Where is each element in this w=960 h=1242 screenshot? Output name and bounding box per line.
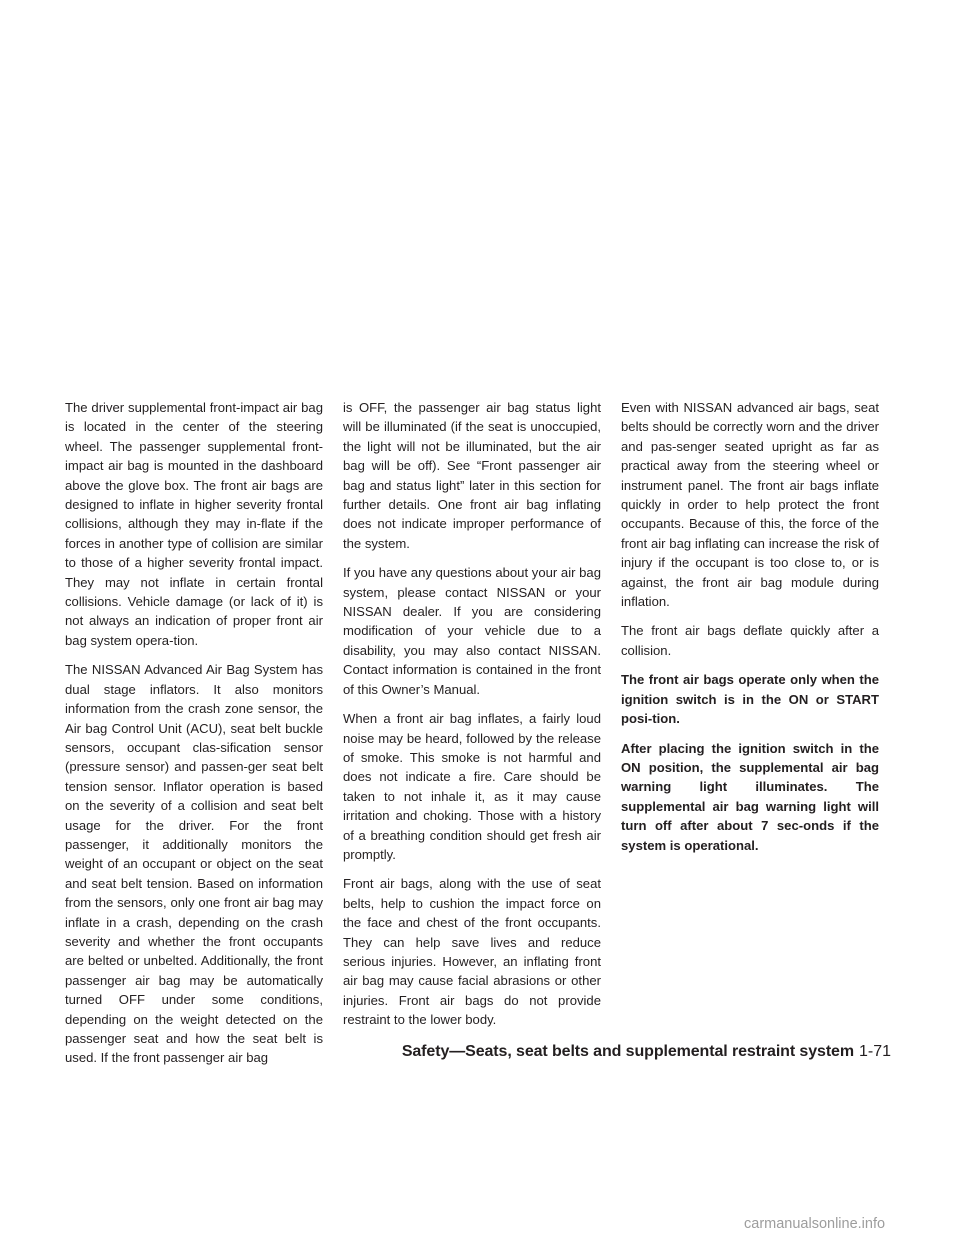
footer-section-title: Safety—Seats, seat belts and supplemental restraint system (401, 1043, 854, 1060)
text-column-middle (343, 398, 601, 1040)
paragraph: The front air bags deflate quickly after a collision. (621, 623, 879, 658)
paragraph: Even with NISSAN advanced air bags, seat belts should be correctly worn and the driver and pas-senger seated upright as far as practical away from the steering wheel or instrument panel. The front air bags inflate quickly in order to help protect the front occupants. Because of this, the force of the front air bag inflating can increase the risk of injury if the occupant is too close to, or is against, the front air bag module during inflation. (621, 400, 879, 610)
paragraph: When a front air bag inflates, a fairly loud noise may be heard, followed by the release of smoke. This smoke is not harmful and does not indicate a fire. Care should be taken to not inhale it, as it may cause irritation and choking. Those with a history of a breathing condition should get fresh air promptly. (343, 711, 601, 862)
paragraph: If you have any questions about your air bag system, please contact NISSAN or your NISSAN dealer. If you are considering modification of your vehicle due to a disability, you may also contact NISSAN. Contact information is contained in the front of this Owner’s Manual. (343, 565, 601, 697)
paragraph: is OFF, the passenger air bag status light will be illuminated (if the seat is unoccupied, the light will not be illuminated, but the air bag will be off). See “Front passenger air bag and status light” later in this section for further details. One front air bag inflating does not indicate improper performance of the system. (343, 400, 601, 551)
page-number: 1-71 (858, 1043, 891, 1060)
page-footer (402, 1043, 891, 1061)
paragraph: The driver supplemental front-impact air bag is located in the center of the steering wheel. The passenger supplemental front-impact air bag is mounted in the dashboard above the glove box. The front air bags are designed to inflate in higher severity frontal collisions, although they may in-flate if the forces in another type of collision are similar to those of a higher severity frontal impact. They may not inflate in certain frontal collisions. Vehicle damage (or lack of it) is not always an indication of proper front air bag system opera-tion. (65, 400, 323, 648)
paragraph-emphasis: After placing the ignition switch in the ON position, the supplemental air bag warning light illuminates. The supplemental air bag warning light will turn off after about 7 sec-onds if the system is operational. (621, 740, 879, 853)
paragraph: The NISSAN Advanced Air Bag System has dual stage inflators. It also monitors information from the crash zone sensor, the Air bag Control Unit (ACU), seat belt buckle sensors, occupant clas-sification sensor (pressure sensor) and passen-ger seat belt tension sensor. Inflator operation is based on the severity of a collision and seat belt usage for the driver. For the front passenger, it additionally monitors the weight of an occupant or object on the seat and seat belt tension. Based on information from the sensors, only one front air bag may inflate in a crash, depending on the crash severity and whether the front occupants are belted or unbelted. Additionally, the front passenger air bag may be automatically turned OFF under some conditions, depending on the weight detected on the passenger seat and how the seat belt is used. If the front passenger air bag (65, 662, 323, 1066)
paragraph-emphasis: The front air bags operate only when the ignition switch is in the ON or START posi-tion. (621, 672, 879, 727)
text-column-left (65, 398, 323, 1078)
watermark: carmanualsonline.info (744, 1216, 886, 1232)
text-column-right (621, 398, 879, 865)
paragraph: Front air bags, along with the use of seat belts, help to cushion the impact force on the face and chest of the front occupants. They can help save lives and reduce serious injuries. However, an inflating front air bag may cause facial abrasions or other injuries. Front air bags do not provide restraint to the lower body. (343, 876, 601, 1028)
